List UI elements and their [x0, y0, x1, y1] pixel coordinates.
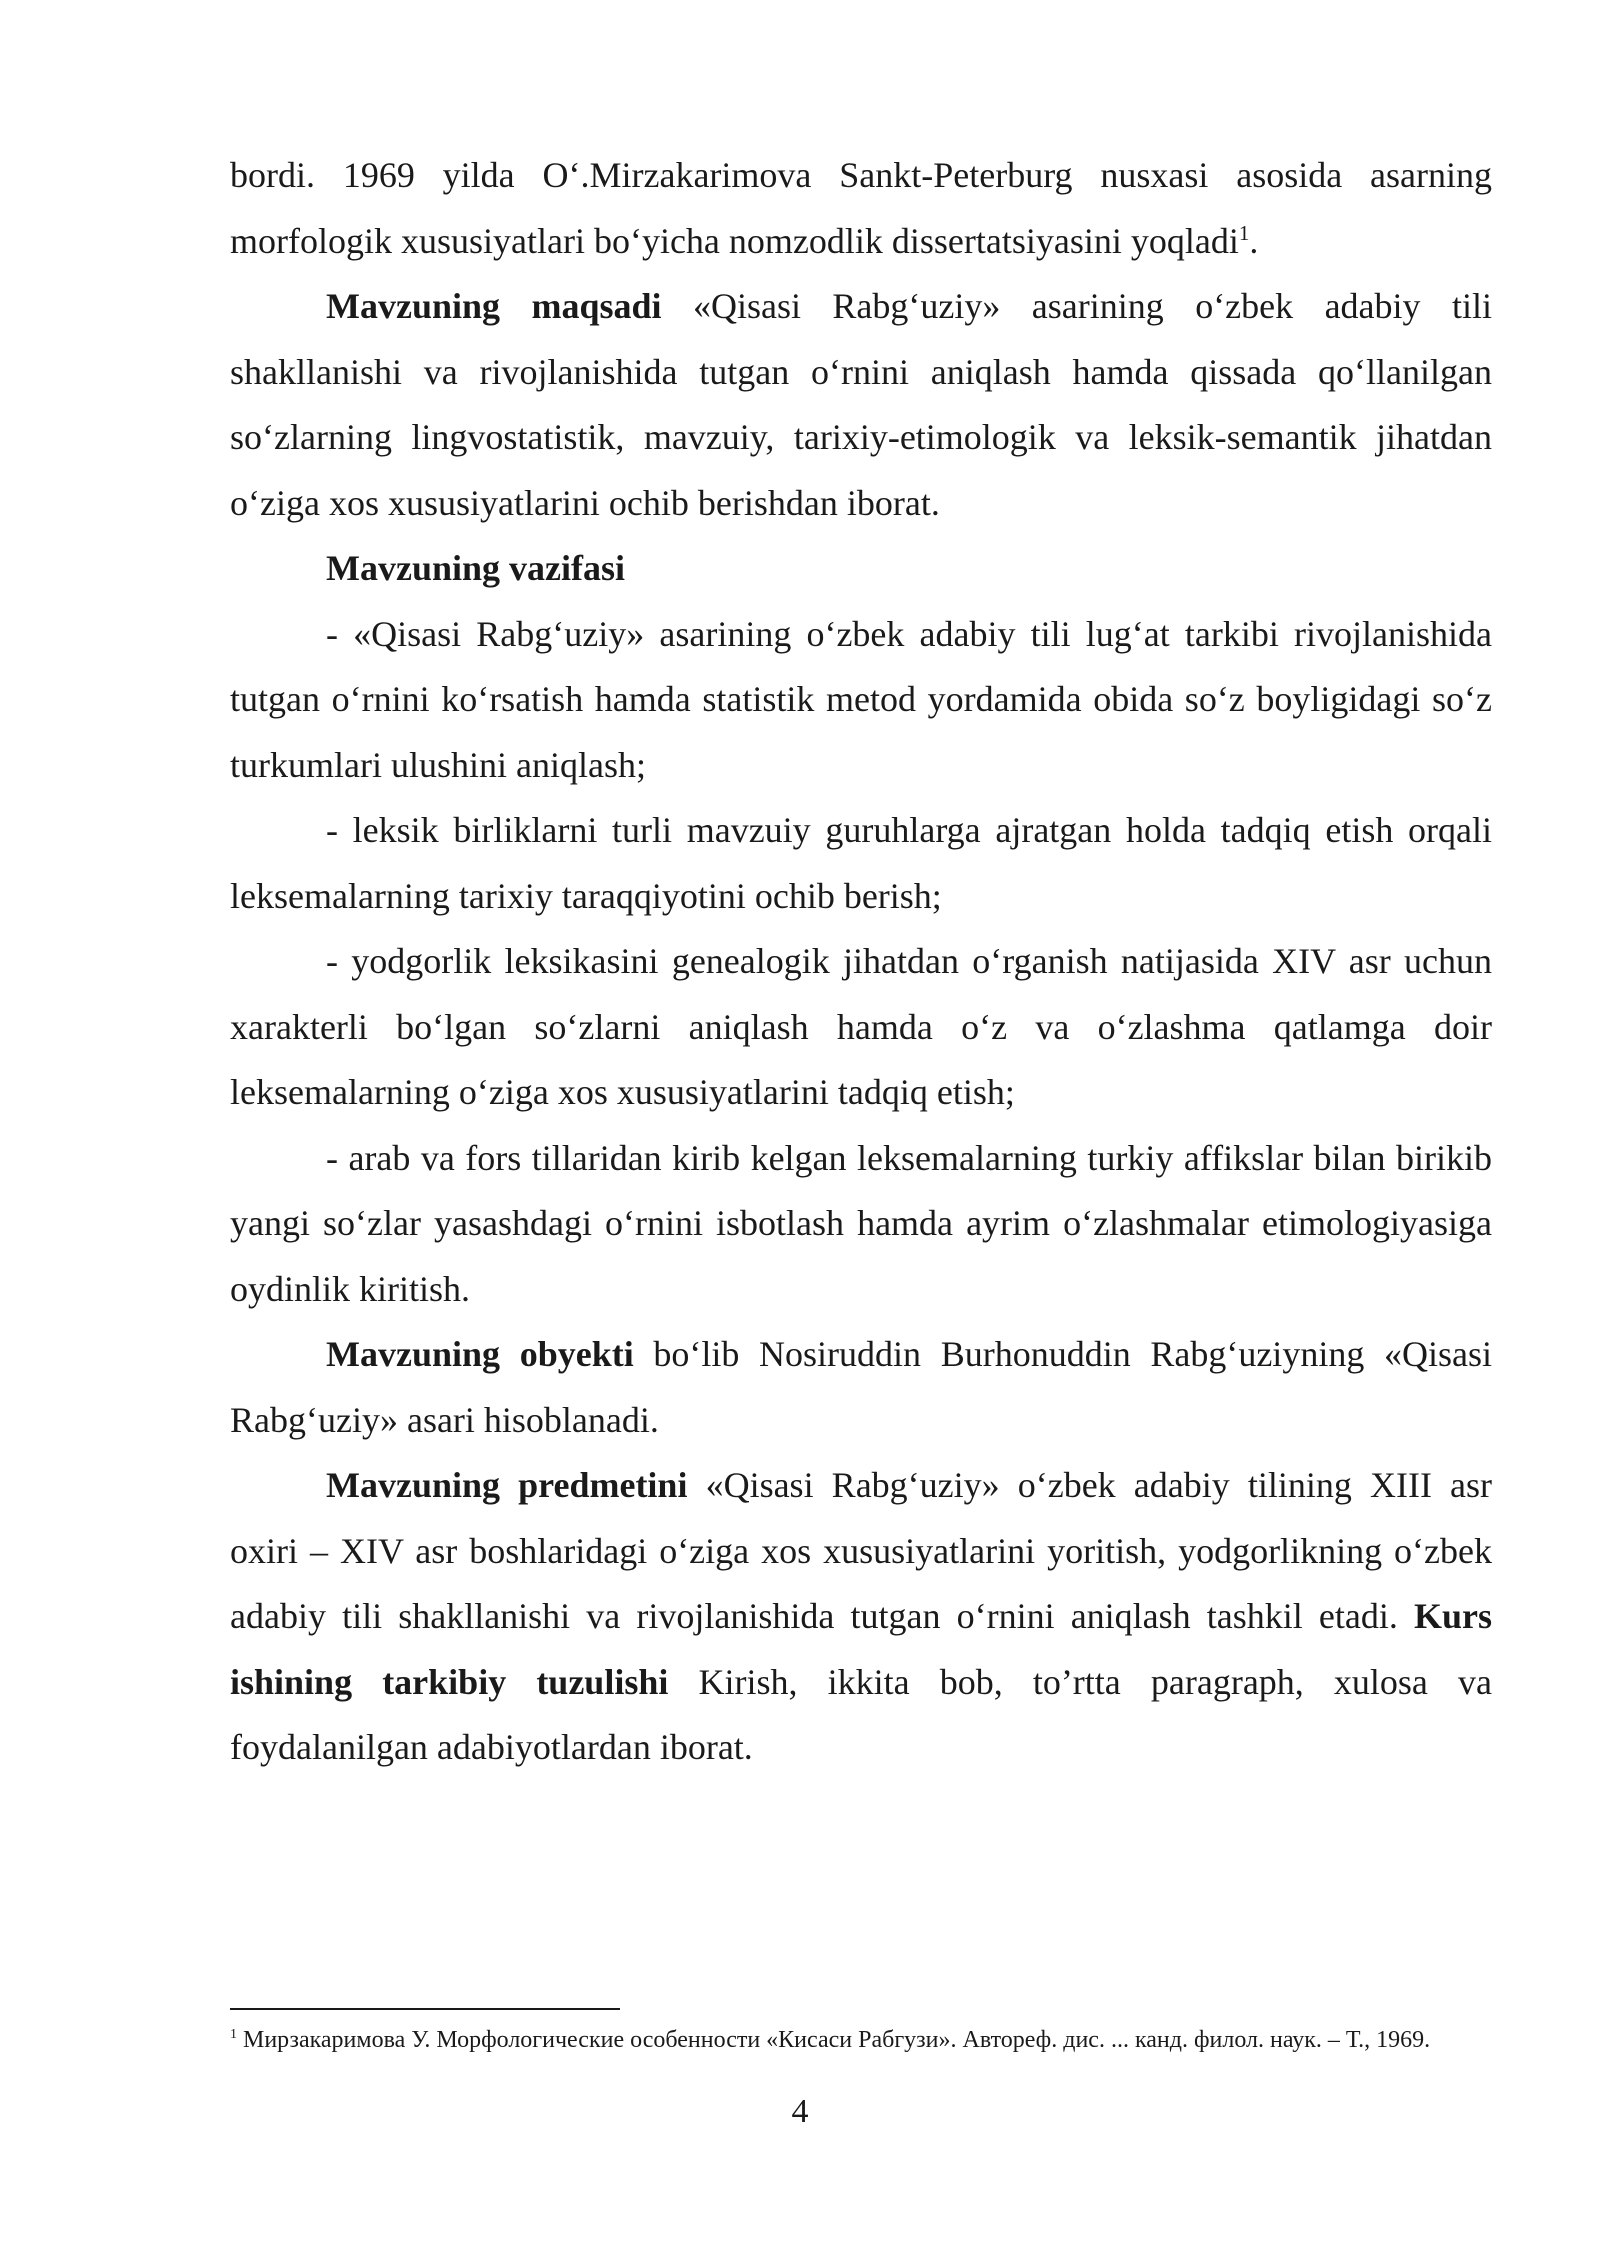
paragraph-text: bordi. 1969 yilda O‘.Mirzakarimova Sankt-Peterburg nusxasi asosida asarning morfologik xususiyatlari bo‘yicha nomzodlik dissertatsiyasini yoqladi: [230, 155, 1492, 261]
object-text: bo‘lib Nosiruddin Burhonuddin Rabg‘uziyning «Qisasi Rabg‘uziy» asari hisoblanadi.: [230, 1334, 1492, 1440]
tasks-heading: Mavzuning vazifasi: [326, 548, 626, 588]
task-item-3: - yodgorlik leksikasini genealogik jihatdan o‘rganish natijasida XIV asr uchun xarakterli bo‘lgan so‘zlarni aniqlash hamda o‘z va o‘zlashma qatlamga doir leksemalarning o‘ziga xos xususiyatlarini tadqiq etish;: [230, 941, 1492, 1112]
footnote: [230, 2024, 1492, 2057]
footnote-separator: [230, 2008, 620, 2010]
structure-text: Kirish, ikkita bob, to’rtta paragraph, xulosa va foydalanilgan adabiyotlardan iborat.: [230, 1661, 1493, 1767]
paragraph-goal: [230, 274, 1492, 536]
task-item-4: - arab va fors tillaridan kirib kelgan leksemalarning turkiy affikslar bilan birikib yangi so‘zlar yasashdagi o‘rnini isbotlash hamda ayrim o‘zlashmalar etimologiyasiga oydinlik kiritish.: [230, 1137, 1492, 1309]
footnote-text: Мирзакаримова У. Морфологические особенности «Кисаси Рабгузи». Автореф. дис. ... канд. филол. наук. – Т., 1969.: [237, 2027, 1431, 2053]
paragraph-tasks-heading: [230, 536, 1492, 602]
goal-heading: Mavzuning maqsadi: [326, 286, 662, 326]
paragraph-end: .: [1249, 220, 1259, 261]
page-number: 4: [791, 2093, 809, 2130]
goal-text: «Qisasi Rabg‘uziy» asarining o‘zbek adabiy tili shakllanishi va rivojlanishida tutgan o‘rnini aniqlash hamda qissada qo‘llanilgan so‘zlarning lingvostatistik, mavzuiy, tarixiy-etimologik va leksik-semantik jihatdan o‘ziga xos xususiyatlarini ochib berishdan iborat.: [230, 286, 1492, 523]
paragraph-intro-continuation: [230, 143, 1492, 274]
paragraph-subject: [230, 1453, 1492, 1781]
subject-text: «Qisasi Rabg‘uziy» o‘zbek adabiy tilining XIII asr oxiri – XIV asr boshlaridagi o‘ziga xos xususiyatlarini yoritish, yodgorlikning o‘zbek adabiy tili shakllanishi va rivojlanishida tutgan o‘rnini aniqlash tashkil etadi.: [230, 1465, 1493, 1636]
footnote-marker: 1: [230, 2027, 237, 2042]
footnote-reference[interactable]: 1: [1238, 220, 1250, 245]
footnote-entry: [230, 2024, 1492, 2057]
subject-heading: Mavzuning predmetini: [326, 1465, 688, 1505]
task-item-2: - leksik birliklarni turli mavzuiy guruhlarga ajratgan holda tadqiq etish orqali leksemalarning tarixiy taraqqiyotini ochib berish;: [230, 810, 1492, 916]
body-text: [230, 143, 1492, 1781]
structure-heading: Kurs ishining tarkibiy tuzulishi: [230, 1596, 1492, 1702]
object-heading: Mavzuning obyekti: [326, 1334, 634, 1374]
paragraph-object: [230, 1322, 1492, 1453]
task-item-1: - «Qisasi Rabg‘uziy» asarining o‘zbek adabiy tili lug‘at tarkibi rivojlanishida tutgan o‘rnini ko‘rsatish hamda statistik metod yordamida obida so‘z boyligidagi so‘z turkumlari ulushini aniqlash;: [230, 613, 1492, 785]
